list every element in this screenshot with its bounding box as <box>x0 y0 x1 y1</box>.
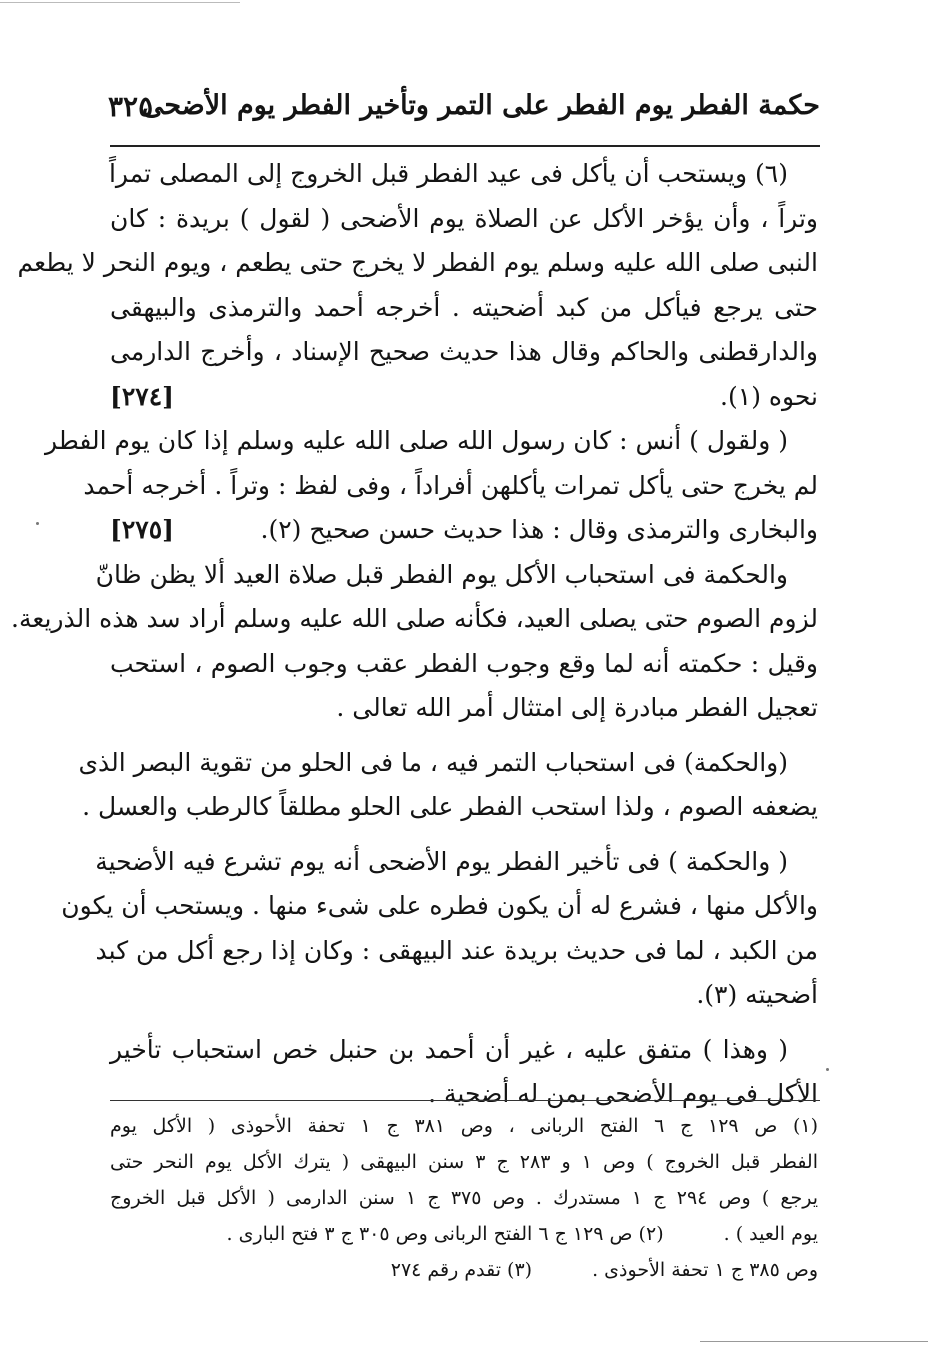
footnotes <box>110 1108 818 1288</box>
text-line: والأكل منها ، فشرع له أن يكون فطره على شىء منها . ويستحب أن يكون <box>61 891 818 920</box>
header-rule <box>110 145 820 147</box>
footnote-line <box>110 1216 818 1252</box>
footnote-rule <box>110 1100 820 1101</box>
text-line: ( والحكمة ) فى تأخير الفطر يوم الأضحى أنه يوم تشرع فيه الأضحية <box>95 846 788 876</box>
footnote-text: (٣) تقدم رقم ٢٧٤ <box>390 1259 533 1281</box>
text-line: يضعفه الصوم ، ولذا استحب الفطر على الحلو مطلقاً كالرطب والعسل . <box>82 792 818 821</box>
header-title: حكمة الفطر يوم الفطر على التمر وتأخير الفطر يوم الأضحى <box>141 90 820 121</box>
footnote-text: وص ٣٨٥ ج ١ تحفة الأحوذى . <box>592 1259 818 1281</box>
text-line: الأكل فى يوم الأضحى بمن له أضحية . <box>428 1079 818 1108</box>
line-text: نحوه (١). <box>720 381 818 411</box>
text-line: (والحكمة) فى استحباب التمر فيه ، ما فى الحلو من تقوية البصر الذى <box>78 747 788 777</box>
text-line: لزوم الصوم حتى يصلى العيد، فكأنه صلى الله عليه وسلم أراد سد هذه الذريعة. <box>11 604 818 633</box>
footnote-text: يوم العيد ) . <box>723 1223 818 1245</box>
scan-speck <box>36 522 39 525</box>
page-number: ٣٢٥ <box>108 90 154 123</box>
scan-speck <box>826 1068 829 1071</box>
text-line: والدارقطنى والحاكم وقال هذا حديث صحيح الإسناد ، وأخرج الدارمى <box>110 337 818 366</box>
footnote-text: (٢) ص ١٢٩ ج ٦ الفتح الربانى وص ٣٠٥ ج ٣ فتح البارى . <box>226 1223 664 1245</box>
text-line: النبى صلى الله عليه وسلم يوم الفطر لا يخرج حتى يطعم ، ويوم النحر لا يطعم <box>17 248 818 277</box>
hadith-reference: [٢٧٤] <box>110 381 174 411</box>
footnote-line <box>110 1252 818 1288</box>
text-line: من الكبد ، لما فى حديث بريدة عند البيهقى : وكان إذا رجع أكل من كبد <box>95 935 818 965</box>
text-line: (٦) ويستحب أن يأكل فى عيد الفطر قبل الخروج إلى المصلى تمراً <box>108 159 788 188</box>
hadith-reference: [٢٧٥] <box>110 515 174 544</box>
text-line <box>110 375 818 420</box>
text-line <box>110 508 818 553</box>
footnote-line: الفطر قبل الخروج ) وص ١ و ٢٨٣ ج ٣ سنن البيهقى ( يترك الأكل يوم النحر حتى <box>110 1151 818 1173</box>
text-line: والحكمة فى استحباب الأكل يوم الفطر قبل صلاة العيد ألا يظن ظانّ <box>95 559 788 589</box>
scan-edge-line <box>0 2 240 3</box>
text-line: لم يخرج حتى يأكل تمرات يأكلهن أفراداً ، وفى لفظ : وتراً . أخرجه أحمد <box>83 470 818 500</box>
text-line: أضحيته (٣). <box>696 980 818 1009</box>
text-line: حتى يرجع فيأكل من كبد أضحيته . أخرجه أحمد والترمذى والبيهقى <box>110 292 818 322</box>
text-line: وتراً ، وأن يؤخر الأكل عن الصلاة يوم الأضحى ( لقول ) بريدة : كان <box>110 203 818 233</box>
scan-edge-line <box>700 1341 928 1342</box>
line-text: والبخارى والترمذى وقال : هذا حديث حسن صحيح (٢). <box>260 515 818 544</box>
footnote-line: يرجع ) وص ٢٩٤ ج ١ مستدرك . وص ٣٧٥ ج ١ سنن الدارمى ( الأكل قبل الخروج <box>110 1187 819 1209</box>
text-line: وقيل : حكمته أنه لما وقع وجوب الفطر عقب وجوب الصوم ، استحب <box>110 648 818 678</box>
footnote-line: (١) ص ١٢٩ ج ٦ الفتح الربانى ، وص ٣٨١ ج ١ تحفة الأحوذى ( الأكل يوم <box>110 1115 819 1137</box>
running-header <box>108 82 820 142</box>
text-line: ( وهذا ) متفق عليه ، غير أن أحمد بن حنبل خص استحباب تأخير <box>110 1034 788 1064</box>
text-line: ( ولقول ) أنس : كان رسول الله صلى الله عليه وسلم إذا كان يوم الفطر <box>45 426 788 455</box>
main-text <box>11 152 818 1117</box>
text-line: تعجيل الفطر مبادرة إلى امتثال أمر الله تعالى . <box>336 693 818 722</box>
